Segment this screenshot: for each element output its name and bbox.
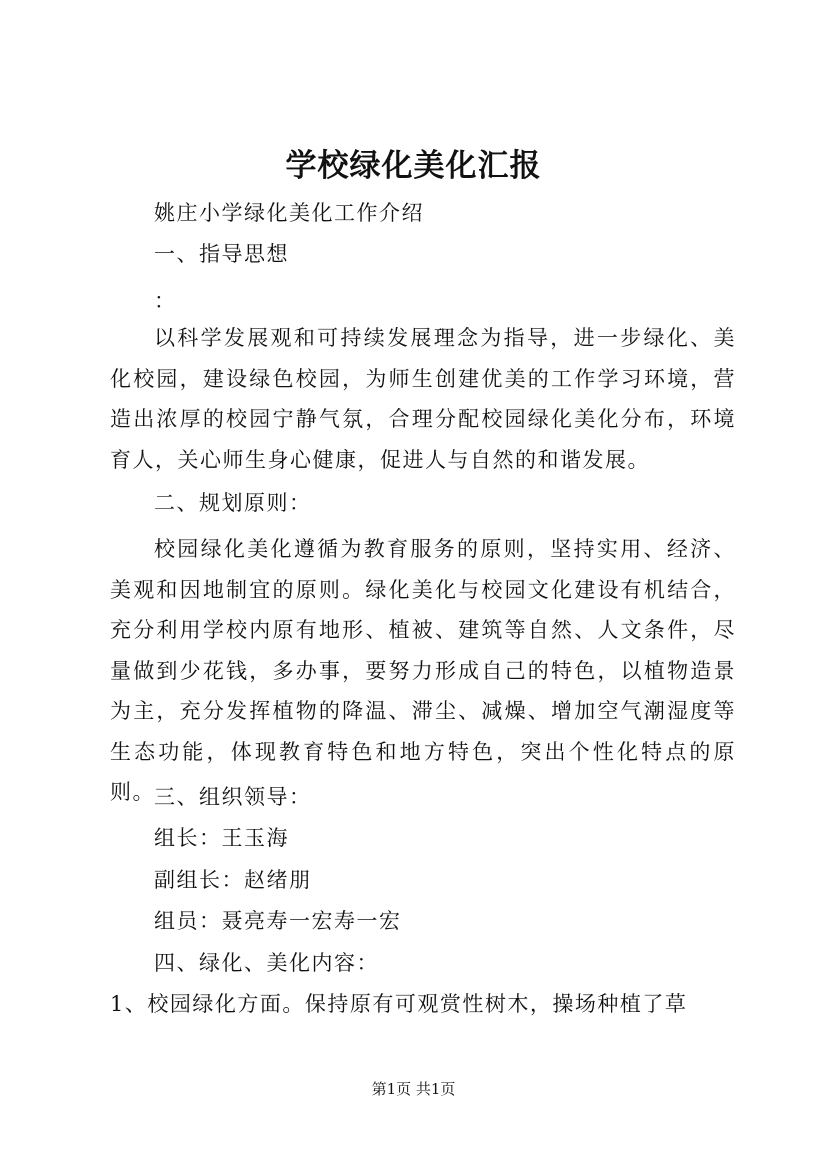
- section-heading-content: 四、绿化、美化内容：: [154, 951, 379, 975]
- document-subtitle: 姚庄小学绿化美化工作介绍: [154, 201, 424, 225]
- page-footer: 第1页 共1页: [371, 1080, 456, 1098]
- section-heading-guiding-thought: 一、指导思想: [154, 242, 289, 266]
- document-title: 学校绿化美化汇报: [285, 148, 542, 184]
- section-heading-organization: 三、组织领导：: [154, 785, 312, 809]
- deputy-leader-line: 副组长：赵绪朋: [154, 868, 312, 892]
- colon-line: ：: [154, 289, 177, 313]
- section-body-planning-principles: 校园绿化美化遵循为教育服务的原则，坚持实用、经济、美观和因地制宜的原则。绿化美化与校园文化建设有机结合，充分利用学校内原有地形、植被、建筑等自然、人文条件，尽量做到少花钱，多办事，要努力形成自己的特色，以植物造景为主，充分发挥植物的降温、滞尘、减燥、增加空气潮湿度等生态功能，体现教育特色和地方特色，突出个性化特点的原则。: [110, 537, 736, 804]
- section-heading-planning-principles: 二、规划原则：: [154, 491, 312, 515]
- members-line: 组员：聂亮寿一宏寿一宏: [154, 909, 402, 933]
- leader-line: 组长：王玉海: [154, 826, 289, 850]
- item-1-text: 1、校园绿化方面。保持原有可观赏性树木，操场种植了草: [110, 992, 688, 1016]
- section-body-guiding-thought: 以科学发展观和可持续发展理念为指导，进一步绿化、美化校园，建设绿色校园，为师生创建优美的工作学习环境，营造出浓厚的校园宁静气氛，合理分配校园绿化美化分布，环境育人，关心师生身心健康，促进人与自然的和谐发展。: [110, 326, 736, 472]
